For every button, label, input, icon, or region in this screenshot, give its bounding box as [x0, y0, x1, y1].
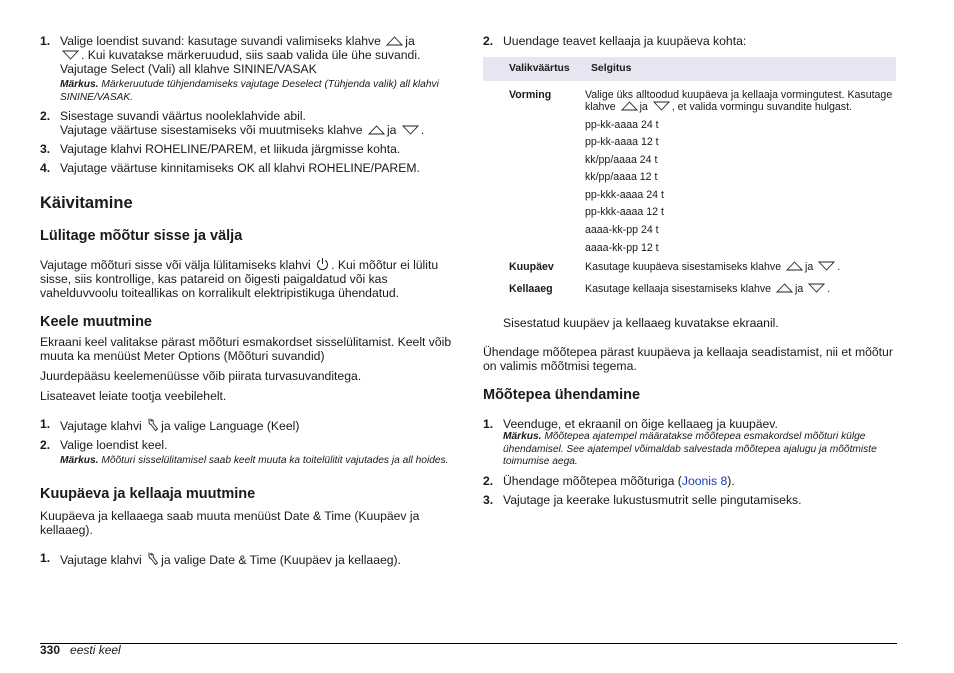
- after-table-paragraph: Sisestatud kuupäev ja kellaaeg kuvatakse ekraanil.: [503, 316, 779, 331]
- language-paragraph-3: Lisateavet leiate tootja veebilehelt.: [40, 389, 227, 403]
- note: Märkus. Märkeruutude tühjendamiseks vajutage Deselect (Tühjenda valik) all klahvi SININE/VASAK.: [60, 79, 439, 103]
- connect-paragraph: Ühendage mõõtepea pärast kuupäeva ja kellaaja seadistamist, nii et mõõtur on valimis mõõtmisi tegema.: [483, 345, 893, 374]
- up-arrow-icon: [621, 101, 638, 111]
- format-list: [585, 119, 896, 260]
- section-heading-startup: Käivitamine: [40, 194, 133, 212]
- list-item: pp-kk-aaaa 12 t: [585, 136, 659, 149]
- table-row: [483, 259, 896, 274]
- probe-steps: [483, 417, 897, 507]
- table-row: [483, 81, 896, 260]
- subsection-heading-probe: Mõõtepea ühendamine: [483, 387, 641, 404]
- down-arrow-icon: [62, 50, 79, 60]
- list-item: kk/pp/aaaa 12 t: [585, 171, 658, 184]
- page-footer: [40, 643, 121, 657]
- list-item: 3. Vajutage klahvi ROHELINE/PAREM, et liikuda järgmisse kohta.: [40, 142, 401, 156]
- list-item: 1. Veenduge, et ekraanil on õige kellaaeg ja kuupäev. Märkus. Mõõtepea ajatempel määratakse mõõtepea esmakordsel mõõturi külge ühendamisel. See ajatempel võimaldab salvestada mõõtepea ajalugu ja mõõtmiste toimumise aega.: [483, 417, 897, 469]
- subsection-heading-datetime: Kuupäeva ja kellaaja muutmine: [40, 485, 256, 502]
- footer-divider: [40, 643, 897, 644]
- down-arrow-icon: [402, 125, 419, 135]
- list-item: 1. Valige loendist suvand: kasutage suvandi valimiseks klahve ja . Kui kuvatakse märkeruudud, siis saab valida üle ühe suvandi. Vajutage Select (Vali) all klahve SININE/VASAK Märkus. Märkeruutude tühjendamiseks vajutage Deselect (Tühjenda valik) all klahvi SININE/VASAK.: [40, 34, 460, 104]
- up-arrow-icon: [786, 261, 803, 271]
- datetime-steps-continued: [483, 34, 897, 48]
- wrench-icon: [147, 417, 159, 432]
- list-item: 2. Uuendage teavet kellaaja ja kuupäeva kohta:: [483, 34, 747, 48]
- list-item: kk/pp/aaaa 24 t: [585, 153, 658, 166]
- down-arrow-icon: [818, 261, 835, 271]
- list-item: 3. Vajutage ja keerake lukustusmutrit selle pingutamiseks.: [483, 492, 802, 507]
- list-item: 2. Sisestage suvandi väärtus nooleklahvide abil. Vajutage väärtuse sisestamiseks või muutmiseks klahve ja .: [40, 109, 425, 137]
- up-arrow-icon: [776, 283, 793, 293]
- table-cell-key: Kellaaeg: [509, 282, 553, 295]
- table-header-row: [483, 57, 896, 81]
- footer-language: eesti keel: [70, 643, 121, 657]
- table-header-option: Valikväärtus: [483, 57, 585, 81]
- note: Märkus. Mõõtepea ajatempel määratakse mõõtepea esmakordsel mõõturi külge ühendamisel. See ajatempel võimaldab salvestada mõõtepea ajalugu ja mõõtmiste toimumise aega.: [503, 431, 877, 468]
- page-number: 330: [40, 643, 61, 657]
- note: Märkus. Mõõturi sisselülitamisel saab keelt muuta ka toitelülitit vajutades ja all hoides.: [60, 455, 449, 466]
- language-paragraph-2: Juurdepääsu keelemenüüsse võib piirata turvasuvanditega.: [40, 369, 362, 383]
- up-arrow-icon: [368, 125, 385, 135]
- power-paragraph: Vajutage mõõturi sisse või välja lülitamiseks klahvi . Kui mõõtur ei lülitu sisse, siis kontrollige, kas patareid on õigesti paigaldatud või kas vahelduvvoolu toiteallikas on korralikult elektripistikuga ühendatud.: [40, 258, 439, 300]
- list-item: 2. Ühendage mõõtepea mõõturiga (Joonis 8).: [483, 473, 735, 488]
- up-arrow-icon: [386, 36, 403, 46]
- language-paragraph-1: Ekraani keel valitakse pärast mõõturi esmakordset sisselülitamist. Keelt võib muuta ka menüüst Meter Options (Mõõturi suvandid): [40, 335, 452, 363]
- list-item: 4. Vajutage väärtuse kinnitamiseks OK all klahvi ROHELINE/PAREM.: [40, 161, 420, 175]
- table-cell-value: Valige üks alltoodud kuupäeva ja kellaaja vormingutest. Kasutage klahve ja , et valida vormingu suvandite hulgast. pp-kk-aaaa 24 t pp-kk-aaaa 12 t kk/pp/aaaa 24 t kk/pp/aaaa 12 t pp-kkk-aaaa 24 t pp-kkk-aaaa 12 t aaaa-kk-pp 24 t aaaa-kk-pp 12 t: [585, 81, 896, 260]
- subsection-heading-language: Keele muutmine: [40, 314, 152, 330]
- table-cell-value: Kasutage kellaaja sisestamiseks klahve ja .: [585, 282, 831, 295]
- list-item: aaaa-kk-pp 24 t: [585, 224, 659, 237]
- wrench-icon: [147, 551, 159, 566]
- list-item: pp-kkk-aaaa 12 t: [585, 206, 664, 219]
- list-item: pp-kkk-aaaa 24 t: [585, 188, 664, 201]
- table-cell-key: Vorming: [509, 88, 552, 101]
- list-item: aaaa-kk-pp 12 t: [585, 241, 659, 254]
- subsection-heading-power: Lülitage mõõtur sisse ja välja: [40, 228, 243, 244]
- table-header-description: Selgitus: [585, 57, 896, 81]
- table-row: [483, 274, 896, 296]
- table-cell-key: Kuupäev: [509, 261, 554, 274]
- list-item: 1. Vajutage klahvi ja valige Language (Keel): [40, 417, 300, 433]
- right-column: [483, 34, 897, 512]
- list-item: 2. Valige loendist keel. Märkus. Mõõturi sisselülitamisel saab keelt muuta ka toitelülitit vajutades ja all hoides.: [40, 438, 460, 468]
- left-column: [40, 34, 460, 572]
- intro-steps: [40, 34, 460, 175]
- list-item: 1. Vajutage klahvi ja valige Date & Time (Kuupäev ja kellaaeg).: [40, 550, 401, 567]
- figure-link[interactable]: Joonis 8: [681, 473, 728, 488]
- format-options-table: [483, 57, 896, 295]
- power-icon: [316, 257, 329, 271]
- down-arrow-icon: [653, 101, 670, 111]
- list-item: pp-kk-aaaa 24 t: [585, 118, 659, 131]
- datetime-steps: [40, 551, 460, 567]
- language-steps: [40, 417, 460, 468]
- datetime-paragraph: Kuupäeva ja kellaaega saab muuta menüüst Date & Time (Kuupäev ja kellaaeg).: [40, 508, 420, 537]
- down-arrow-icon: [808, 283, 825, 293]
- table-cell-value: Kasutage kuupäeva sisestamiseks klahve ja .: [585, 261, 841, 274]
